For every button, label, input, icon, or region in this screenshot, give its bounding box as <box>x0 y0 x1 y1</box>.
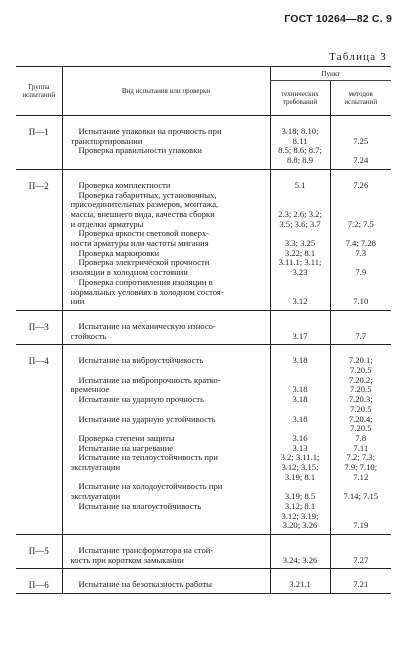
test-type-cell-line: нии <box>70 297 85 307</box>
tech-req-cell <box>270 569 330 594</box>
tech-req-cell <box>270 345 330 535</box>
methods-cell-line <box>331 191 392 201</box>
methods-cell-line: 7.11 <box>353 443 369 453</box>
tech-req-cell-line: 8.5; 8.6; 8.7; <box>278 146 322 156</box>
tech-req-cell-line: 3.13 <box>292 443 308 453</box>
table-body <box>16 116 391 594</box>
test-type-cell <box>62 169 270 310</box>
table-row <box>16 116 391 170</box>
methods-cell-line: 7.9; 7.10; <box>344 463 378 473</box>
methods-cell-line <box>331 127 392 137</box>
test-type-cell-line: Испытание упаковки на прочность при <box>78 127 222 136</box>
methods-cell-line: 7.20.5 <box>350 404 372 414</box>
tech-req-cell-line: 3.16 <box>292 433 308 443</box>
test-type-cell <box>62 345 270 535</box>
tech-req-cell-line <box>271 322 330 332</box>
test-type-cell-line: транспортировании <box>70 136 143 146</box>
methods-cell-line <box>331 322 392 332</box>
group-cell: П—5 <box>28 545 49 556</box>
table-row <box>16 169 391 310</box>
tech-req-cell-line: 3.18 <box>292 395 308 405</box>
test-type-cell-line <box>71 424 266 434</box>
tech-req-cell-line <box>271 200 330 210</box>
col-header-type: Вид испытания или проверки <box>62 67 270 116</box>
tech-req-cell-line: 3.3; 3.25 <box>284 238 316 248</box>
page-header-standard: ГОСТ 10264—82 С. 9 <box>284 13 392 25</box>
tech-req-cell-line: 3.12; 8.1 <box>284 501 316 511</box>
test-type-cell-line: временное <box>70 385 110 395</box>
tech-req-cell-line <box>271 405 330 415</box>
tech-req-cell <box>270 310 330 344</box>
methods-cell-line: 7.20.1; <box>348 356 373 366</box>
methods-cell-line <box>331 146 392 156</box>
methods-cell-line <box>331 229 392 239</box>
tech-req-cell-line: 3.18 <box>292 385 308 395</box>
test-type-cell-line: Испытание на нагревание <box>78 443 174 453</box>
tech-req-cell-line: 3.12; 3.15; <box>281 463 319 473</box>
methods-cell-line <box>331 546 392 556</box>
test-type-cell-line: эксплуатации <box>70 463 121 473</box>
methods-cell <box>330 116 391 170</box>
test-type-cell-line: изоляции в холодном состоянии <box>70 268 188 278</box>
test-type-cell-line: Проверка степени защиты <box>78 433 175 443</box>
table-caption: Таблица 3 <box>329 51 387 63</box>
col-header-group: Группа испытаний <box>16 67 62 116</box>
methods-cell-line: 7.26 <box>353 180 369 190</box>
test-type-cell-line: присоединительных размеров, монтажа, <box>70 200 219 210</box>
group-cell: П—4 <box>28 356 49 367</box>
test-type-cell-line <box>71 473 266 483</box>
test-type-cell-line: Испытание на ударную устойчивость <box>78 414 216 424</box>
test-type-cell-line: ности арматуры или частоты мигания <box>70 239 209 249</box>
tech-req-cell-line: 5.1 <box>294 180 306 190</box>
test-type-cell-line: Проверка сопротивления изоляции в <box>78 277 213 287</box>
group-cell: П—6 <box>28 580 49 591</box>
test-type-cell-line: Испытание на теплоустойчивость при <box>78 453 218 463</box>
test-type-cell <box>62 569 270 594</box>
methods-cell-line: 7.20.5 <box>350 424 372 434</box>
group-cell: П—2 <box>28 180 49 191</box>
tech-req-cell <box>270 169 330 310</box>
methods-cell-line: 7.20.3; <box>348 395 373 405</box>
table-header <box>16 67 391 116</box>
methods-cell-line: 7.3 <box>355 248 367 258</box>
methods-cell-line <box>331 287 392 297</box>
table-row <box>16 345 391 535</box>
tech-req-cell-line: 3.12 <box>292 297 308 307</box>
test-type-cell-line: Испытание трансформатора на стой- <box>78 545 214 555</box>
test-type-cell-line: Проверка комплектности <box>78 180 171 190</box>
test-type-cell-line: Испытание на безотказность работы <box>78 580 212 590</box>
test-type-cell-line: Испытание на виброустойчивость <box>78 356 204 366</box>
test-type-cell-line: Проверка правильности упаковки <box>78 146 203 156</box>
tech-req-cell-line <box>271 191 330 201</box>
methods-cell-line: 7.20.5 <box>350 385 372 395</box>
test-type-cell-line: стойкость <box>70 331 107 341</box>
test-type-cell <box>62 534 270 568</box>
test-type-cell-line <box>71 521 266 531</box>
methods-cell-line: 7.2; 7.5 <box>347 219 374 229</box>
tech-req-cell-line: 3.20; 3.26 <box>282 521 318 531</box>
test-type-cell-line <box>71 512 266 522</box>
tech-req-cell-line <box>271 287 330 297</box>
test-type-cell-line: Испытание на механическую износо- <box>78 321 216 331</box>
tech-req-cell-line: 2.3; 2.6; 3.2; <box>278 209 322 219</box>
table-row <box>16 569 391 594</box>
methods-cell-line: 7.12 <box>353 472 369 482</box>
tech-req-cell-line: 3.12; 3.19; <box>281 511 319 521</box>
table-row <box>16 534 391 568</box>
tech-req-cell-line <box>271 366 330 376</box>
methods-cell-line: 7.25 <box>353 136 369 146</box>
test-type-cell-line: Испытание на холодоустойчивость при <box>78 482 223 492</box>
test-type-cell-line: кость при коротком замыкании <box>70 555 184 565</box>
methods-cell <box>330 569 391 594</box>
methods-cell-line: 7.20.4; <box>348 414 373 424</box>
methods-cell-line <box>331 200 392 210</box>
methods-cell-line: 7.10 <box>353 297 369 307</box>
group-cell: П—3 <box>28 321 49 332</box>
tech-req-cell-line: 3.18; 8.10; <box>281 127 319 136</box>
test-type-cell-line: Испытание на вибропрочность кратко- <box>78 375 221 385</box>
test-table <box>16 66 391 594</box>
tech-req-cell-line: 3.11.1; 3.11; <box>278 258 322 268</box>
tech-req-cell-line: 3.2; 3.11.1; <box>280 453 320 463</box>
tech-req-cell-line: 3.24; 3.26 <box>282 555 318 565</box>
methods-cell-line: 7.9 <box>355 268 367 278</box>
test-type-cell-line: Проверка габаритных, установочных, <box>78 190 217 200</box>
tech-req-cell-line <box>271 546 330 556</box>
test-type-cell-line: эксплуатации <box>70 492 121 502</box>
tech-req-cell-line: 3.18 <box>292 356 308 366</box>
tech-req-cell-line <box>271 424 330 434</box>
tech-req-cell-line <box>271 229 330 239</box>
methods-cell <box>330 169 391 310</box>
methods-cell-line: 7.14; 7.15 <box>343 492 379 502</box>
table-row <box>16 310 391 344</box>
methods-cell-line: 7.4; 7.28 <box>345 238 376 248</box>
test-type-cell-line: Проверка маркировки <box>78 248 160 258</box>
tech-req-cell-line <box>271 482 330 492</box>
test-type-cell-line <box>71 405 266 415</box>
tech-req-cell-line: 3.19; 8.5 <box>284 492 316 502</box>
methods-cell-line: 7.24 <box>353 156 369 166</box>
tech-req-cell-line: 8.11 <box>292 136 308 146</box>
tech-req-cell-line: 3.5; 3.6; 3.7 <box>279 219 321 229</box>
methods-cell-line: 7.27 <box>353 555 369 565</box>
methods-cell-line: 7.20.2; <box>348 375 373 385</box>
methods-cell-line: 7.7 <box>355 331 367 341</box>
tech-req-cell-line: 3.19; 8.1 <box>284 472 316 482</box>
test-type-cell-line <box>71 366 266 376</box>
test-type-cell-line: массы, внешнего вида, качества сборки <box>70 209 215 219</box>
test-type-cell-line: Проверка электрической прочности <box>78 258 210 268</box>
methods-cell <box>330 345 391 535</box>
test-type-cell-line: Проверка яркости световой поверх- <box>78 229 210 239</box>
test-type-cell-line: Испытание на ударную прочность <box>78 395 204 405</box>
tech-req-cell-line: 3.21.1 <box>289 580 311 590</box>
test-type-cell <box>62 116 270 170</box>
methods-cell-line <box>331 502 392 512</box>
col-header-methods: методов испытаний <box>330 81 391 116</box>
methods-cell-line <box>331 258 392 268</box>
methods-cell-line: 7.21 <box>353 580 369 590</box>
tech-req-cell-line: 3.17 <box>292 331 308 341</box>
tech-req-cell-line: 3.18 <box>292 414 308 424</box>
methods-cell-line <box>331 210 392 220</box>
col-header-point: Пункт <box>270 67 391 81</box>
methods-cell-line: 7.8 <box>355 433 367 443</box>
tech-req-cell <box>270 116 330 170</box>
methods-cell-line <box>331 278 392 288</box>
methods-cell-line: 7.20.5 <box>350 366 372 376</box>
tech-req-cell-line: 3.23 <box>292 268 308 278</box>
test-type-cell <box>62 310 270 344</box>
methods-cell-line: 7.2; 7.3; <box>346 453 375 463</box>
tech-req-cell-line <box>271 376 330 386</box>
group-cell: П—1 <box>28 127 49 137</box>
methods-cell-line <box>331 512 392 522</box>
test-type-cell-line: Испытание на влагоустойчивость <box>78 501 202 511</box>
methods-cell-line <box>331 483 392 493</box>
methods-cell-line: 7.19 <box>353 521 369 531</box>
col-header-tech-req: технических требований <box>270 81 330 116</box>
tech-req-cell-line: 8.8; 8.9 <box>286 156 314 166</box>
tech-req-cell-line <box>271 278 330 288</box>
methods-cell <box>330 310 391 344</box>
tech-req-cell <box>270 534 330 568</box>
tech-req-cell-line: 3.22; 8.1 <box>284 248 316 258</box>
test-type-cell-line: и отделки арматуры <box>70 219 144 229</box>
methods-cell <box>330 534 391 568</box>
test-type-cell-line: нормальных условиях в холодном состоя- <box>70 287 224 297</box>
